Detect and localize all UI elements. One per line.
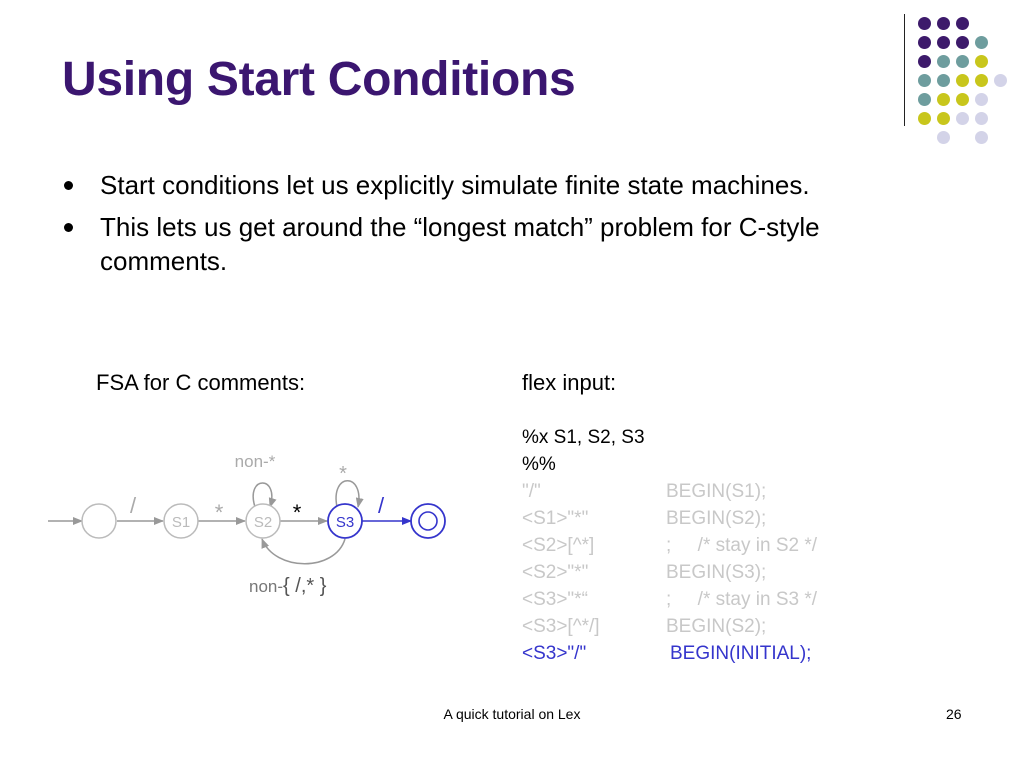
bullet-item	[62, 168, 912, 202]
flex-separator: %%	[522, 454, 556, 475]
fsa-caption: FSA for C comments:	[96, 370, 306, 395]
rule-pattern: <S3>"/"	[522, 643, 587, 664]
rule-pattern: <S2>"*"	[522, 562, 589, 583]
flex-rule-row	[522, 532, 818, 559]
rule-pattern: <S3>"*“	[522, 589, 588, 610]
state-s3-label: S3	[335, 514, 355, 531]
decorative-dot	[956, 17, 969, 30]
edge-label-s3-final: /	[377, 493, 385, 518]
rule-action: BEGIN(S3);	[666, 562, 767, 583]
state-start	[82, 504, 116, 538]
flex-rule-row	[522, 505, 767, 532]
bullet-text: Start conditions let us explicitly simulate finite state machines.	[100, 170, 810, 200]
decorative-dot	[975, 93, 988, 106]
edge-label-s3-s2-prefix: non-	[249, 577, 284, 596]
flex-rule-row-highlighted	[522, 640, 812, 667]
footer-text: A quick tutorial on Lex	[443, 706, 581, 722]
rule-pattern: <S2>[^*]	[522, 535, 595, 556]
bullet-item	[62, 210, 912, 278]
decorative-dot	[956, 55, 969, 68]
flex-rule-row	[522, 559, 767, 586]
rule-action: BEGIN(S2);	[666, 508, 767, 529]
decorative-dot	[975, 55, 988, 68]
decorative-dot	[975, 74, 988, 87]
state-final	[411, 504, 445, 538]
state-s1-label: S1	[171, 514, 191, 531]
edge-label-s3-s2	[249, 575, 327, 597]
decorative-dot	[937, 55, 950, 68]
decorative-dot	[956, 36, 969, 49]
slide-title: Using Start Conditions	[62, 53, 576, 106]
bullet-dot-icon	[64, 181, 73, 190]
decorative-dot	[937, 74, 950, 87]
fsa-diagram	[40, 450, 500, 610]
decorative-dot	[937, 36, 950, 49]
decorative-dot	[975, 112, 988, 125]
decorative-dot	[937, 93, 950, 106]
edge-label-s3-loop: *	[339, 463, 347, 485]
decorative-dot	[994, 74, 1007, 87]
decorative-dot	[937, 131, 950, 144]
decorative-dot	[937, 112, 950, 125]
flex-rule-row	[522, 586, 818, 613]
decorative-dot	[918, 17, 931, 30]
flex-rule-row	[522, 478, 767, 505]
rule-action: BEGIN(INITIAL);	[670, 643, 812, 664]
rule-pattern: "/"	[522, 481, 541, 502]
decorative-dot	[956, 93, 969, 106]
flex-caption: flex input:	[522, 370, 617, 395]
edge-s3-s2	[262, 539, 345, 564]
page-number: 26	[946, 706, 962, 722]
rule-action: BEGIN(S2);	[666, 616, 767, 637]
bullet-text: This lets us get around the “longest match” problem for C-style comments.	[100, 212, 820, 276]
rule-action: ; /* stay in S3 */	[666, 589, 818, 610]
rule-pattern: <S3>[^*/]	[522, 616, 600, 637]
decorative-dot	[937, 17, 950, 30]
state-s2-label: S2	[253, 514, 273, 531]
flex-declaration: %x S1, S2, S3	[522, 427, 645, 448]
edge-label-s1-s2: *	[214, 500, 224, 525]
bullet-list	[62, 168, 912, 286]
edge-label-start-s1: /	[129, 493, 137, 518]
decorative-dot	[918, 36, 931, 49]
edge-label-s2-s3: *	[292, 500, 302, 525]
decorative-dot	[975, 131, 988, 144]
decorative-dot	[956, 112, 969, 125]
flex-rule-row	[522, 613, 767, 640]
decorative-dot	[918, 74, 931, 87]
rule-action: BEGIN(S1);	[666, 481, 767, 502]
decorative-dot	[956, 74, 969, 87]
edge-label-s3-s2-set: { /,* }	[283, 575, 327, 597]
divider-line	[904, 14, 905, 126]
decorative-dot	[918, 55, 931, 68]
rule-pattern: <S1>"*"	[522, 508, 589, 529]
rule-action: ; /* stay in S2 */	[666, 535, 818, 556]
bullet-dot-icon	[64, 223, 73, 232]
decorative-dot	[918, 93, 931, 106]
decorative-dot	[918, 112, 931, 125]
decorative-dot	[975, 36, 988, 49]
flex-code-block	[522, 424, 818, 667]
edge-label-s2-loop: non-*	[234, 452, 276, 471]
